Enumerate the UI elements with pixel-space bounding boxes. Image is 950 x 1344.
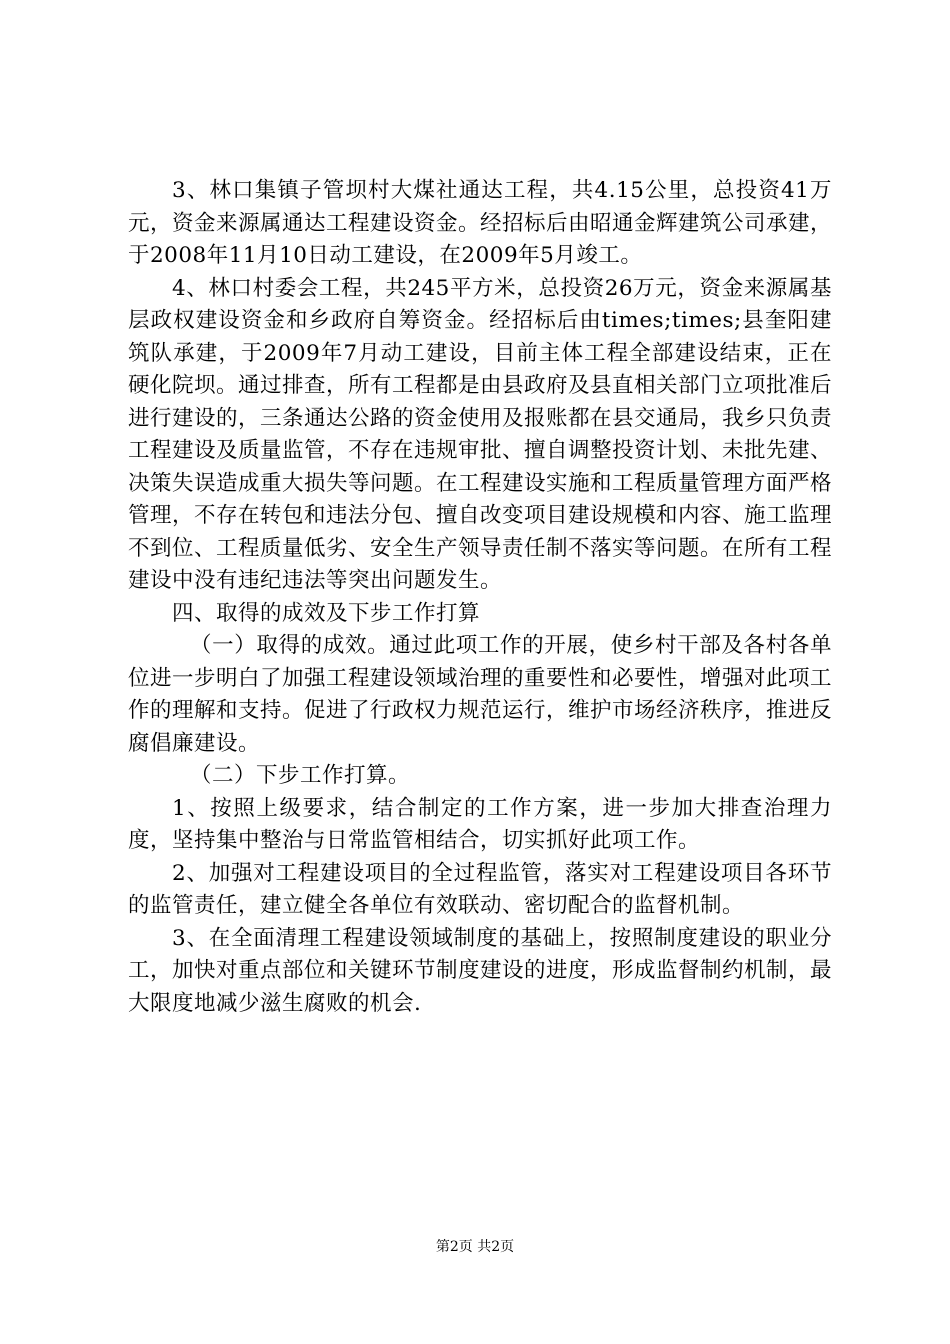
document-body [128,175,832,1020]
paragraph-next-step-3: 3、在全面清理工程建设领域制度的基础上，按照制度建设的职业分工，加快对重点部位和关键环节制度建设的进度，形成监督制约机制，最大限度地减少滋生腐败的机会. [128,925,833,1016]
paragraph-project-4: 4、林口村委会工程，共245平方米，总投资26万元，资金来源属基层政权建设资金和乡政府自筹资金。经招标后由times;times;县奎阳建筑队承建，于2009年7月动工建设，目前主体工程全部建设结束，正在硬化院坝。通过排查，所有工程都是由县政府及县直相关部门立项批准后进行建设的，三条通达公路的资金使用及报账都在县交通局，我乡只负责工程建设及质量监管，不存在违规审批、擅自调整投资计划、未批先建、决策失误造成重大损失等问题。在工程建设实施和工程质量管理方面严格管理，不存在转包和违法分包、擅自改变项目建设规模和内容、施工监理不到位、工程质量低劣、安全生产领导责任制不落实等问题。在所有工程建设中没有违纪违法等突出问题发生。 [128,275,833,593]
page-number-label: 第2页 共2页 [435,1239,515,1255]
subheading-next-steps: （二）下步工作打算。 [190,763,411,788]
paragraph-project-3: 3、林口集镇子管坝村大煤社通达工程，共4.15公里，总投资41万元，资金来源属通达工程建设资金。经招标后由昭通金辉建筑公司承建，于2008年11月10日动工建设，在2009年5月竣工。 [128,178,833,268]
paragraph-next-step-1: 1、按照上级要求，结合制定的工作方案，进一步加大排查治理力度，坚持集中整治与日常监管相结合，切实抓好此项工作。 [128,795,832,853]
paragraph-achievements: （一）取得的成效。通过此项工作的开展，使乡村干部及各村各单位进一步明白了加强工程建设领域治理的重要性和必要性，增强对此项工作的理解和支持。促进了行政权力规范运行，维护市场经济秩序，推进反腐倡廉建设。 [128,633,833,756]
section-heading-4: 四、取得的成效及下步工作打算 [172,600,481,626]
paragraph-next-step-2: 2、加强对工程建设项目的全过程监管，落实对工程建设项目各环节的监管责任，建立健全各单位有效联动、密切配合的监督机制。 [128,860,832,918]
page-footer [0,1238,950,1256]
